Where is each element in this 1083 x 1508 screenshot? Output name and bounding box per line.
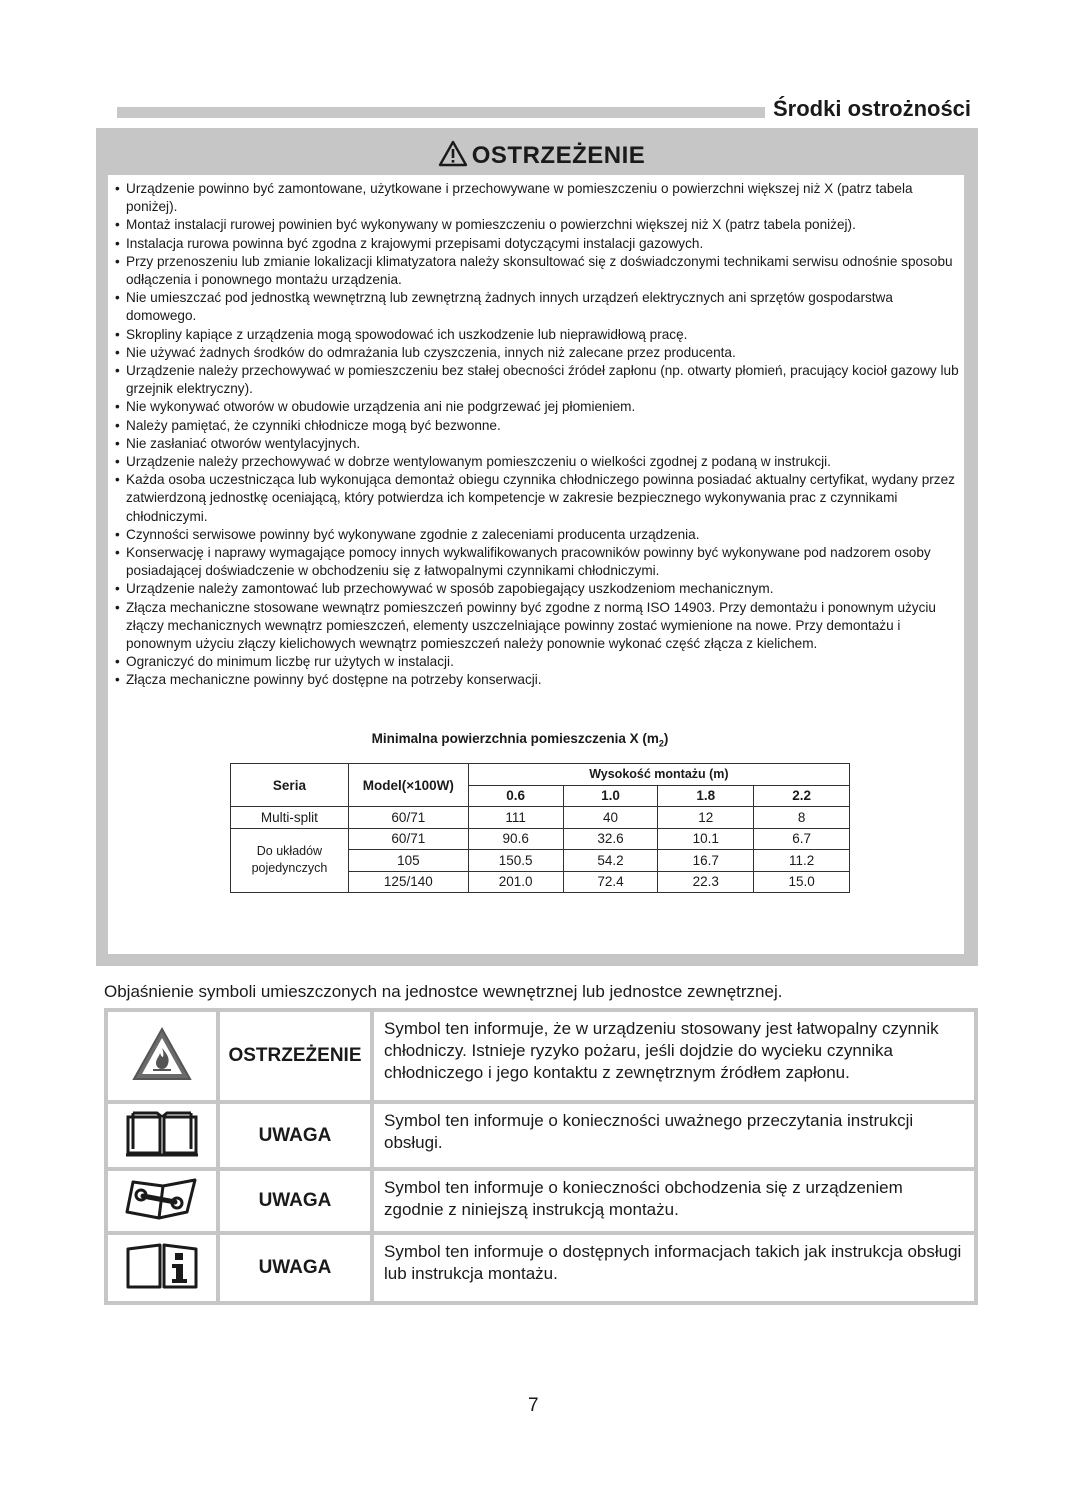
- height-header: 1.0: [563, 785, 658, 807]
- warning-item: • Nie zasłaniać otworów wentylacyjnych.: [115, 435, 965, 453]
- value-cell: 54.2: [563, 850, 658, 872]
- symbol-description: Symbol ten informuje, że w urządzeniu stosowany jest łatwopalny czynnik chłodniczy. Istnieje ryzyko pożaru, jeśli dojdzie do wycieku czynnika chłodniczego i jego kontaktu z zewnętrznym źródłem zapłonu.: [372, 1010, 976, 1102]
- symbol-description: Symbol ten informuje o dostępnych informacjach takich jak instrukcja obsługi lub instrukcja montażu.: [372, 1233, 976, 1303]
- value-cell: 111: [468, 807, 563, 829]
- warning-item: • Nie wykonywać otworów w obudowie urządzenia ani nie podgrzewać jej płomieniem.: [115, 398, 965, 416]
- symbol-label: UWAGA: [218, 1102, 372, 1169]
- col-header-height: Wysokość montażu (m): [468, 764, 849, 786]
- warning-item: • Urządzenie powinno być zamontowane, użytkowane i przechowywane w pomieszczeniu o powierzchni większej niż X (patrz tabela poniżej).: [115, 180, 965, 216]
- model-cell: 60/71: [348, 828, 468, 850]
- warning-item: • Urządzenie należy przechowywać w dobrze wentylowanym pomieszczeniu o wielkości zgodnej z podaną w instrukcji.: [115, 453, 965, 471]
- value-cell: 15.0: [754, 871, 850, 893]
- warning-item: • Nie używać żadnych środków do odmrażania lub czyszczenia, innych niż zalecane przez producenta.: [115, 344, 965, 362]
- symbol-row: [106, 1233, 976, 1303]
- warning-item: • Przy przenoszeniu lub zmianie lokalizacji klimatyzatora należy skonsultować się z doświadczonymi technikami serwisu odnośnie sposobu odłączenia i ponownego montażu urządzenia.: [115, 253, 965, 289]
- value-cell: 10.1: [658, 828, 754, 850]
- warning-item: • Urządzenie należy zamontować lub przechowywać w sposób zapobiegający uszkodzeniom mechanicznym.: [115, 580, 965, 598]
- value-cell: 40: [563, 807, 658, 829]
- model-cell: 105: [348, 850, 468, 872]
- warning-item: • Montaż instalacji rurowej powinien być wykonywany w pomieszczeniu o powierzchni większej niż X (patrz tabela poniżej).: [115, 216, 965, 234]
- info-manual-icon: [124, 1241, 200, 1291]
- height-header: 1.8: [658, 785, 754, 807]
- caption-subscript: 2: [658, 738, 664, 749]
- symbols-intro: Objaśnienie symboli umieszczonych na jednostce wewnętrznej lub jednostce zewnętrznej.: [104, 982, 783, 1001]
- symbol-label: UWAGA: [218, 1169, 372, 1233]
- value-cell: 201.0: [468, 871, 563, 893]
- warning-item: • Urządzenie należy przechowywać w pomieszczeniu bez stałej obecności źródeł zapłonu (np. otwarty płomień, pracujący kocioł gazowy lub grzejnik elektryczny).: [115, 362, 965, 398]
- warning-list: [115, 180, 965, 690]
- warning-item: • Nie umieszczać pod jednostką wewnętrzną lub zewnętrzną żadnych innych urządzeń elektrycznych ani sprzętów gospodarstwa domowego.: [115, 289, 965, 325]
- warning-item: • Czynności serwisowe powinny być wykonywane zgodnie z zaleceniami producenta urządzenia.: [115, 526, 965, 544]
- min-area-table: [230, 763, 850, 893]
- value-cell: 90.6: [468, 828, 563, 850]
- table-row: [231, 828, 850, 850]
- warning-item: • Każda osoba uczestnicząca lub wykonująca demontaż obiegu czynnika chłodniczego powinna posiadać aktualny certyfikat, wydany przez zatwierdzoną jednostkę oceniającą, który potwierdza ich kompetencje w zakresie bezpiecznego wykonywania prac z czynnikami chłodniczymi.: [115, 471, 965, 526]
- flammable-warning-icon: [131, 1026, 193, 1082]
- section-title: Środki ostrożności: [773, 96, 972, 121]
- symbols-table: [104, 1008, 978, 1305]
- symbol-description: Symbol ten informuje o konieczności uważnego przeczytania instrukcji obsługi.: [372, 1102, 976, 1169]
- symbol-label: OSTRZEŻENIE: [218, 1010, 372, 1102]
- series-cell: Multi-split: [231, 807, 349, 829]
- value-cell: 32.6: [563, 828, 658, 850]
- symbol-label: UWAGA: [218, 1233, 372, 1303]
- value-cell: 16.7: [658, 850, 754, 872]
- symbol-description: Symbol ten informuje o konieczności obchodzenia się z urządzeniem zgodnie z niniejszą instrukcją montażu.: [372, 1169, 976, 1233]
- symbol-row: [106, 1102, 976, 1169]
- warning-item: • Złącza mechaniczne stosowane wewnątrz pomieszczeń powinny być zgodne z normą ISO 14903. Przy demontażu i ponownym użyciu złączy mechanicznych wewnątrz pomieszczeń, elementy uszczelniające powinny zostać wymienione na nowe. Przy demontażu i ponownym użyciu złączy kielichowych wewnątrz pomieszczeń należy ponownie wykonać część złącza z kielichem.: [115, 599, 965, 654]
- table-row: [231, 807, 850, 829]
- model-cell: 125/140: [348, 871, 468, 893]
- value-cell: 150.5: [468, 850, 563, 872]
- value-cell: 22.3: [658, 871, 754, 893]
- warning-triangle-icon: [438, 140, 468, 167]
- model-cell: 60/71: [348, 807, 468, 829]
- warning-item: • Należy pamiętać, że czynniki chłodnicze mogą być bezwonne.: [115, 417, 965, 435]
- col-header-model: Model(×100W): [348, 764, 468, 807]
- service-manual-icon: [123, 1176, 201, 1222]
- value-cell: 8: [754, 807, 850, 829]
- value-cell: 12: [658, 807, 754, 829]
- warning-item: • Instalacja rurowa powinna być zgodna z krajowymi przepisami dotyczącymi instalacji gazowych.: [115, 235, 965, 253]
- manual-book-icon: [123, 1109, 201, 1157]
- warning-heading: [0, 140, 1083, 170]
- series-cell: Do układów pojedynczych: [231, 828, 349, 893]
- header-rule: [117, 107, 765, 118]
- value-cell: 72.4: [563, 871, 658, 893]
- height-header: 0.6: [468, 785, 563, 807]
- warning-item: • Złącza mechaniczne powinny być dostępne na potrzeby konserwacji.: [115, 671, 965, 689]
- warning-item: • Ograniczyć do minimum liczbę rur użytych w instalacji.: [115, 653, 965, 671]
- symbol-row: [106, 1010, 976, 1102]
- warning-title: OSTRZEŻENIE: [471, 142, 646, 169]
- value-cell: 11.2: [754, 850, 850, 872]
- warning-item: • Skropliny kapiące z urządzenia mogą spowodować ich uszkodzenie lub nieprawidłową pracę.: [115, 326, 965, 344]
- page-number: 7: [528, 1395, 539, 1416]
- value-cell: 6.7: [754, 828, 850, 850]
- table-caption: Minimalna powierzchnia pomieszczenia X $(m_2)$: [371, 731, 669, 749]
- symbol-row: [106, 1169, 976, 1233]
- warning-item: • Konserwację i naprawy wymagające pomocy innych wykwalifikowanych pracowników powinny być wykonywane pod nadzorem osoby posiadającej doświadczenie w obchodzeniu się z łatwopalnymi czynnikami chłodniczymi.: [115, 544, 965, 580]
- height-header: 2.2: [754, 785, 850, 807]
- col-header-series: Seria: [231, 764, 349, 807]
